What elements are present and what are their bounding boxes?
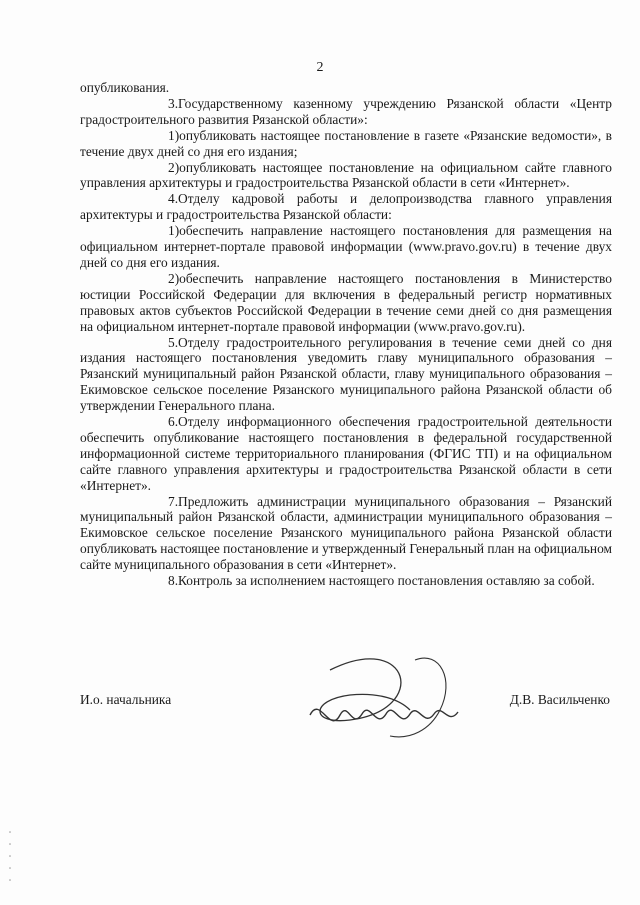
paragraph-item-6 xyxy=(80,414,612,494)
item-number: 1) xyxy=(168,127,180,143)
subitem-3-2 xyxy=(80,160,612,192)
item-number: 8. xyxy=(168,573,179,589)
item-number: 5. xyxy=(168,334,179,350)
document-body xyxy=(80,80,612,589)
paragraph-text: Отделу градостроительного регулирования в течение семи дней со дня издания настоящего постановления уведомить главу муниципального образования – Рязанский муниципальный район Рязанской области, главу муниципального образования – Екимовское сельское поселение Рязанского муниципального района Рязанской области об утверждении Генерального плана. xyxy=(80,334,612,414)
paragraph-item-3 xyxy=(80,96,612,128)
item-number: 2) xyxy=(168,159,180,175)
subitem-4-1 xyxy=(80,223,612,271)
item-number: 3. xyxy=(168,95,179,111)
paragraph-item-4 xyxy=(80,191,612,223)
scan-margin-marks xyxy=(8,828,12,888)
page-number: 2 xyxy=(316,60,324,75)
item-number: 1) xyxy=(168,223,180,239)
item-number: 2) xyxy=(168,270,180,286)
paragraph-text: Отделу информационного обеспечения градостроительной деятельности обеспечить опубликование настоящего постановления в федеральной государственной информационной системе территориального планирования (ФГИС ТП) и на официальном сайте главного управления архитектуры и градостроительства Рязанской области в сети «Интернет». xyxy=(80,414,612,493)
paragraph-text: обеспечить направление настоящего постановления для размещения на официальном интернет-портале правовой информации (www.pravo.gov.ru) в течение двух дней со дня его издания. xyxy=(80,223,612,270)
paragraph-continuation xyxy=(80,80,612,96)
item-number: 7. xyxy=(168,493,179,509)
paragraph-text: опубликовать настоящее постановление в газете «Рязанские ведомости», в течение двух дней со дня его издания; xyxy=(80,127,612,159)
paragraph-text: опубликования. xyxy=(80,80,170,95)
paragraph-text: Контроль за исполнением настоящего постановления оставляю за собой. xyxy=(178,573,595,589)
paragraph-item-8 xyxy=(80,573,612,589)
subitem-4-2 xyxy=(80,271,612,335)
paragraph-item-5 xyxy=(80,335,612,415)
signatory-title: И.о. начальника xyxy=(80,692,172,707)
item-number: 6. xyxy=(168,414,179,430)
paragraph-item-7 xyxy=(80,494,612,574)
paragraph-text: Государственному казенному учреждению Рязанской области «Центр градостроительного развития Рязанской области»: xyxy=(80,95,612,127)
subitem-3-1 xyxy=(80,128,612,160)
signature-block xyxy=(80,692,612,732)
paragraph-text: Отделу кадровой работы и делопроизводства главного управления архитектуры и градостроительства Рязанской области: xyxy=(80,191,612,223)
paragraph-text: обеспечить направление настоящего постановления в Министерство юстиции Российской Федерации для включения в федеральный регистр нормативных правовых актов субъектов Российской Федерации в течение семи дней со дня размещения на официальном интернет-портале правовой информации (www.pravo.gov.ru). xyxy=(80,270,612,334)
paragraph-text: Предложить администрации муниципального образования – Рязанский муниципальный район Рязанской области, администрации муниципального образования – Екимовское сельское поселение Рязанского муниципального района Рязанской области опубликовать настоящее постановление и утвержденный Генеральный план на официальном сайте муниципального образования в сети «Интернет». xyxy=(80,493,612,573)
paragraph-text: опубликовать настоящее постановление на официальном сайте главного управления архитектуры и градостроительства Рязанской области в сети «Интернет». xyxy=(80,159,612,191)
signatory-name: Д.В. Васильченко xyxy=(509,692,610,707)
item-number: 4. xyxy=(168,191,179,207)
